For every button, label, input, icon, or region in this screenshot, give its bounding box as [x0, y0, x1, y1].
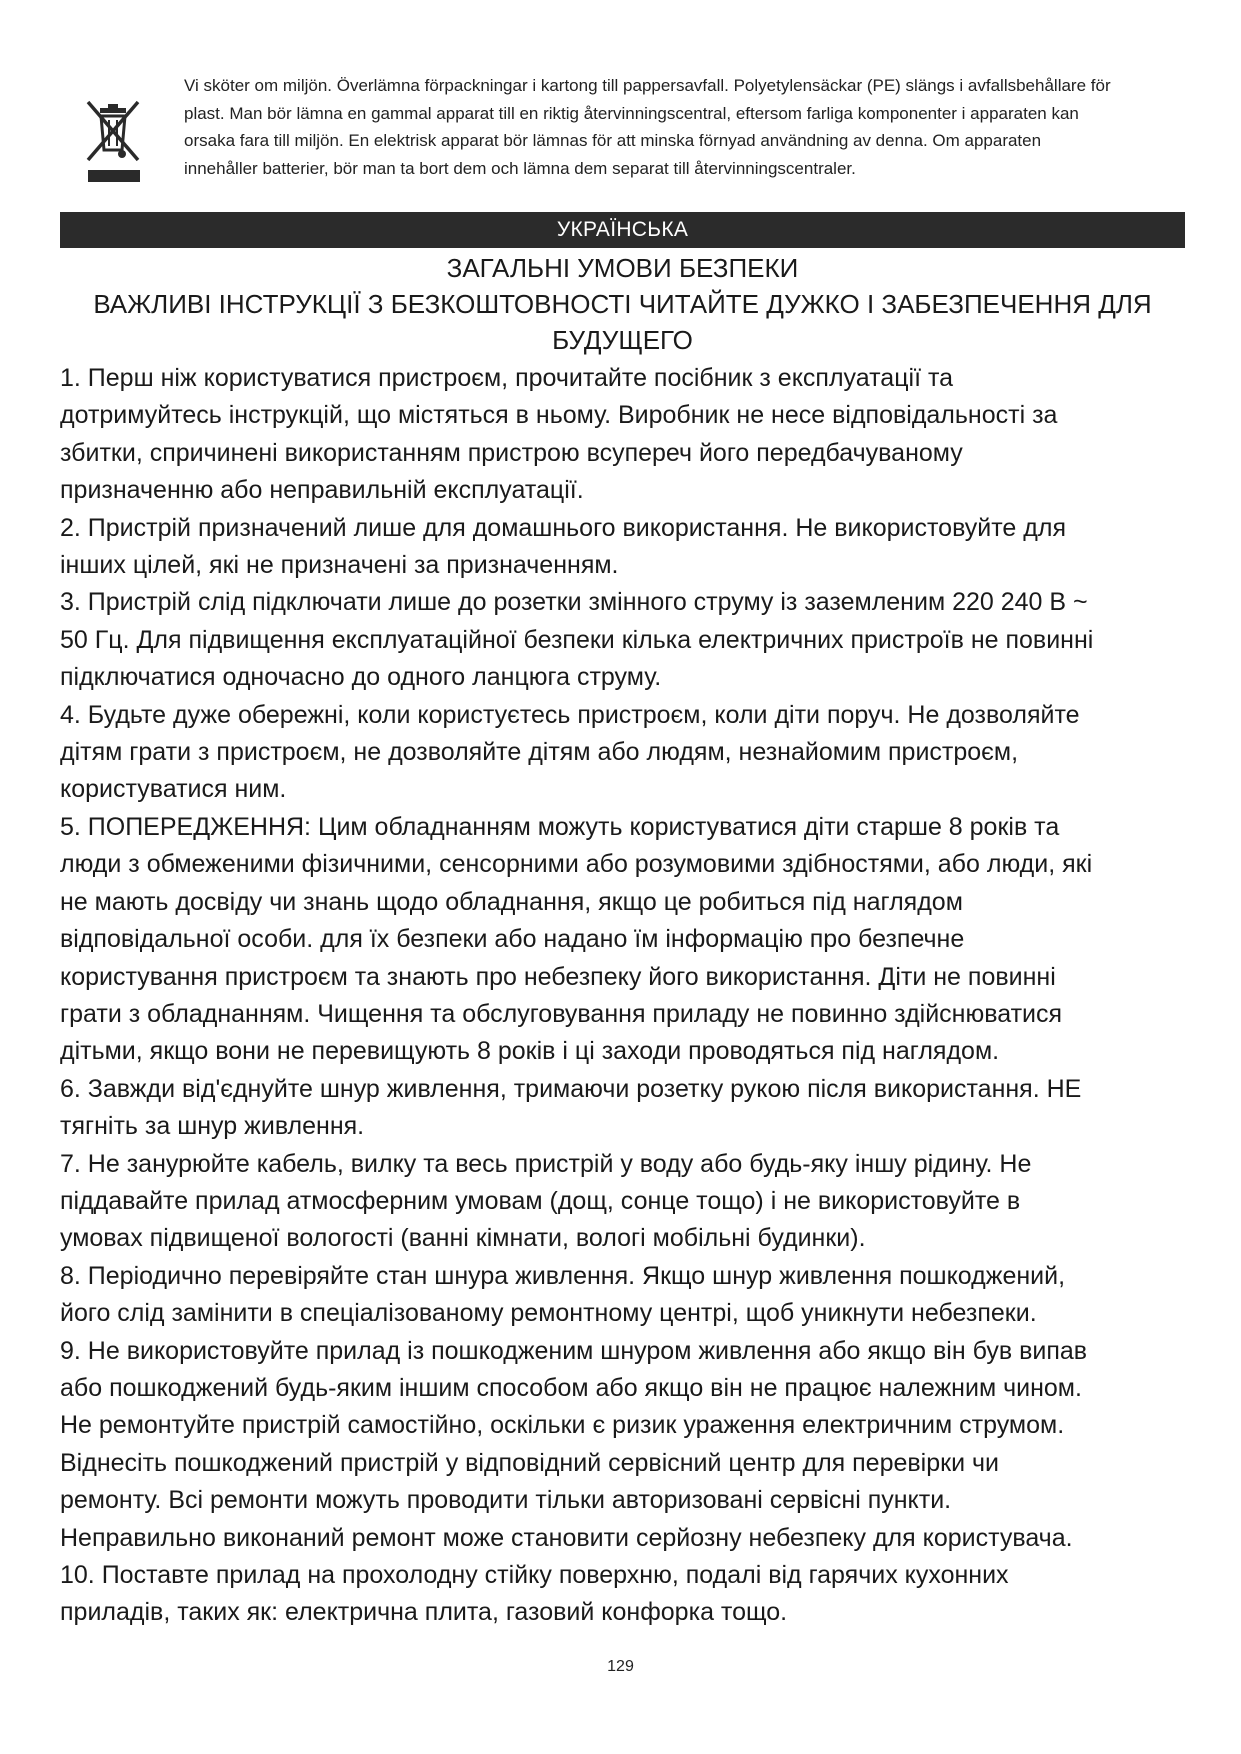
instruction-line: призначенню або неправильній експлуатації.	[60, 476, 584, 505]
eco-notice-text	[184, 60, 1184, 182]
instruction-line: 8. Періодично перевіряйте стан шнура живлення. Якщо шнур живлення пошкоджений,	[60, 1261, 1066, 1290]
instruction-line: інших цілей, які не призначені за призначенням.	[60, 551, 619, 580]
eco-line: plast. Man bör lämna en gammal apparat till en riktig återvinningscentral, eftersom farliga komponenter i apparaten kan	[184, 103, 1079, 123]
instruction-line: 1. Перш ніж користуватися пристроєм, прочитайте посібник з експлуатації та	[60, 364, 954, 392]
instruction-line: користування пристроєм та знають про небезпеку його використання. Діти не повинні	[60, 962, 1056, 991]
instruction-line: ремонту. Всі ремонти можуть проводити тільки авторизовані сервісні пункти.	[60, 1486, 952, 1515]
section-subtitle	[60, 286, 1185, 358]
eco-notice	[60, 60, 1185, 200]
instruction-line: приладів, таких як: електрична плита, газовий конфорка тощо.	[60, 1598, 788, 1627]
instruction-line: дотримуйтесь інструкцій, що містяться в ньому. Виробник не несе відповідальності за	[60, 401, 1058, 430]
language-header: УКРАЇНСЬКА	[60, 212, 1185, 248]
instruction-line: 3. Пристрій слід підключати лише до розетки змінного струму із заземленим 220 240 В ~	[60, 588, 1088, 617]
page-number: 129	[607, 1658, 634, 1675]
instruction-line: Неправильно виконаний ремонт може становити серйозну небезпеку для користувача.	[60, 1523, 1073, 1552]
instruction-line: 50 Гц. Для підвищення експлуатаційної безпеки кілька електричних пристроїв не повинні	[60, 625, 1094, 654]
instruction-line: 5. ПОПЕРЕДЖЕННЯ: Цим обладнанням можуть користуватися діти старше 8 років та	[60, 812, 1060, 841]
instruction-line: підключатися одночасно до одного ланцюга струму.	[60, 663, 662, 692]
instruction-line: Віднесіть пошкоджений пристрій у відповідний сервісний центр для перевірки чи	[60, 1448, 999, 1477]
instruction-line: 4. Будьте дуже обережні, коли користуєтесь пристроєм, коли діти поруч. Не дозволяйте	[60, 700, 1080, 729]
instruction-line: відповідальної особи. для їх безпеки або надано їм інформацію про безпечне	[60, 925, 965, 954]
instruction-line: піддавайте прилад атмосферним умовам (дощ, сонце тощо) і не використовуйте в	[60, 1186, 1021, 1215]
instruction-line: Не ремонтуйте пристрій самостійно, оскільки є ризик ураження електричним струмом.	[60, 1411, 1065, 1440]
instruction-line: не мають досвіду чи знань щодо обладнання, якщо це робиться під наглядом	[60, 887, 963, 916]
instruction-line: люди з обмеженими фізичними, сенсорними або розумовими здібностями, або люди, які	[60, 850, 1093, 879]
section-title: ЗАГАЛЬНІ УМОВИ БЕЗПЕКИ	[446, 253, 799, 283]
instruction-line: 6. Завжди від'єднуйте шнур живлення, тримаючи розетку рукою після використання. НЕ	[60, 1074, 1082, 1103]
instruction-line: 7. Не занурюйте кабель, вилку та весь пристрій у воду або будь-яку іншу рідину. Не	[60, 1149, 1032, 1178]
instruction-line: дітям грати з пристроєм, не дозволяйте дітям або людям, незнайомим пристроєм,	[60, 738, 1019, 767]
instruction-line: тягніть за шнур живлення.	[60, 1112, 365, 1141]
safety-instructions	[60, 360, 1185, 1632]
instruction-line: 9. Не використовуйте прилад із пошкодженим шнуром живлення або якщо він був випав	[60, 1336, 1088, 1365]
instruction-line: 10. Поставте прилад на прохолодну стійку поверхню, подалі від гарячих кухонних	[60, 1561, 1009, 1589]
subtitle-line: БУДУЩЕГО	[552, 325, 693, 355]
document-page	[60, 60, 1185, 1632]
eco-line: innehåller batterier, bör man ta bort dem och lämna dem separat till återvinningscentraler.	[184, 158, 856, 178]
crossed-bin-icon-graphic	[84, 98, 144, 190]
instruction-line: дітьми, якщо вони не перевищують 8 років і ці заходи проводяться під наглядом.	[60, 1037, 1000, 1066]
instruction-line: або пошкоджений будь-яким іншим способом або якщо він не працює належним чином.	[60, 1373, 1082, 1402]
instruction-line: умовах підвищеної вологості (ванні кімнати, вологі мобільні будинки).	[60, 1224, 866, 1253]
eco-line: orsaka fara till miljön. En elektrisk apparat bör lämnas för att minska förnyad användning av denna. Om apparaten	[184, 131, 1042, 150]
subtitle-line: ВАЖЛИВІ ІНСТРУКЦІЇ З БЕЗКОШТОВНОСТІ ЧИТАЙТЕ ДУЖКО І ЗАБЕЗПЕЧЕННЯ ДЛЯ	[93, 289, 1152, 319]
crossed-bin-icon	[84, 98, 168, 195]
instruction-line: користуватися ним.	[60, 775, 287, 804]
instruction-line: його слід замінити в спеціалізованому ремонтному центрі, щоб уникнути небезпеки.	[60, 1299, 1037, 1328]
instruction-line: грати з обладнанням. Чищення та обслуговування приладу не повинно здійснюватися	[60, 999, 1063, 1028]
eco-line: Vi sköter om miljön. Överlämna förpackningar i kartong till pappersavfall. Polyetylensäckar (PE) slängs i avfallsbehållare för	[184, 76, 1111, 95]
instruction-line: збитки, спричинені використанням пристрою всупереч його передбачуваному	[60, 438, 963, 467]
instruction-line: 2. Пристрій призначений лише для домашнього використання. Не використовуйте для	[60, 513, 1066, 542]
